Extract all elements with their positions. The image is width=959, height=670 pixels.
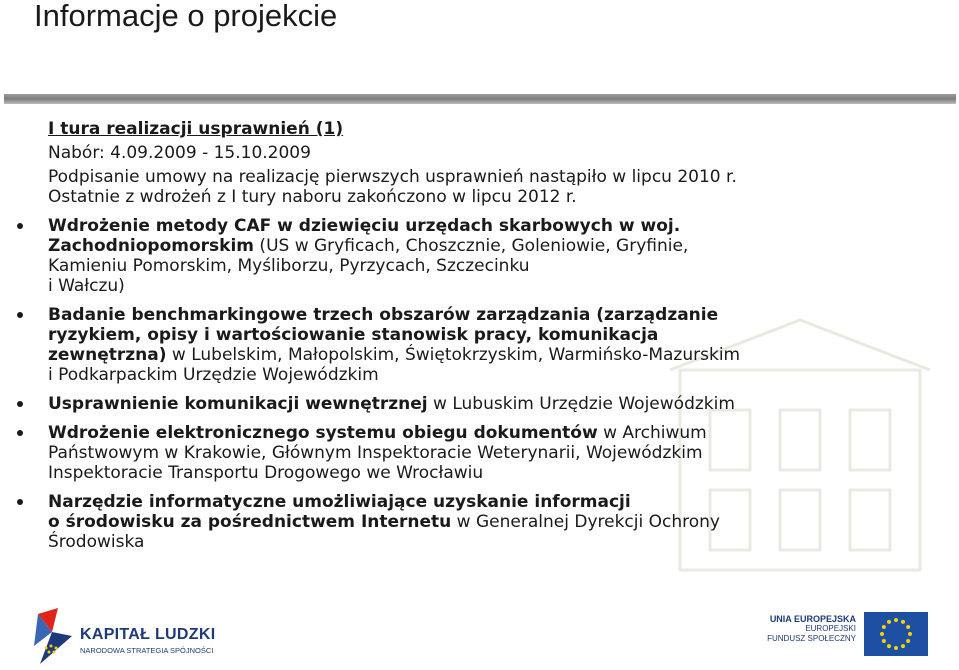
list-item-text (48, 423, 938, 483)
list-item-line (48, 345, 938, 365)
list-item-detail-line: Środowiska (48, 532, 145, 552)
completion-text: Ostatnie z wdrożeń z I tury naboru zakończono w lipcu 2012 r. (48, 187, 577, 207)
eu-efs-logo (752, 608, 952, 663)
eu-logo-line2: EUROPEJSKI (805, 624, 856, 633)
list-item-detail-text: w Generalnej Dyrekcji Ochrony (451, 512, 720, 532)
eu-star-icon (880, 632, 884, 636)
eu-flag-icon (864, 612, 928, 656)
bullet-dot-icon (17, 499, 23, 505)
list-item-detail-line: Inspektoracie Transportu Drogowego we Wrocławiu (48, 463, 484, 483)
list-item-line (48, 512, 938, 532)
eu-star-icon (882, 639, 886, 643)
list-item-detail-line: Państwowym w Krakowie, Głównym Inspektoracie Weterynarii, Wojewódzkim (48, 443, 703, 463)
list-item (48, 216, 938, 296)
list-item-line (48, 325, 938, 345)
list-item-detail-text: w Archiwum (597, 423, 707, 443)
page-title: Informacje o projekcie (34, 0, 338, 33)
kapital-ludzki-subtitle: NARODOWA STRATEGIA SPÓJNOŚCI (80, 646, 214, 655)
list-item-detail-text: w Lubelskim, Małopolskim, Świętokrzyskim, Warmińsko-Mazurskim (166, 345, 741, 365)
list-item-line (48, 216, 938, 236)
list-item-line (48, 236, 938, 256)
list-item-line (48, 394, 938, 414)
list-item (48, 305, 938, 385)
list-item-text (48, 305, 938, 385)
list-item-bold-text: o środowisku za pośrednictwem Internetu (48, 512, 452, 532)
list-item-line (48, 492, 938, 512)
list-item-text (48, 492, 938, 552)
list-item (48, 423, 938, 483)
list-item-text (48, 216, 938, 296)
kapital-ludzki-icon (32, 606, 76, 666)
eu-star-icon (906, 639, 910, 643)
eu-logo-line1: UNIA EUROPEJSKA (769, 614, 856, 624)
list-item-line (48, 305, 938, 325)
contract-signing-text: Podpisanie umowy na realizację pierwszych usprawnień nastąpiło w lipcu 2010 r. (48, 167, 737, 187)
list-item-bold-text: Wdrożenie elektronicznego systemu obiegu dokumentów (48, 423, 598, 443)
improvements-list (48, 216, 938, 552)
eu-star-icon (887, 620, 891, 624)
list-item (48, 492, 938, 552)
eu-star-icon (901, 620, 905, 624)
list-item-bold-text: Usprawnienie komunikacji wewnętrznej (48, 394, 428, 414)
recruitment-dates: Nabór: 4.09.2009 - 15.10.2009 (48, 143, 311, 163)
kapital-ludzki-logo (32, 606, 222, 668)
list-item-bold-text: Badanie benchmarkingowe trzech obszarów zarządzania (zarządzanie (48, 305, 719, 325)
list-item-bold-text: zewnętrzna) (48, 345, 167, 365)
list-item-text (48, 394, 938, 414)
eu-logo-line3: FUNDUSZ SPOŁECZNY (767, 634, 856, 643)
eu-star-icon (882, 625, 886, 629)
list-item-detail-text: (US w Gryficach, Choszcznie, Goleniowie, Gryfinie, (254, 236, 689, 256)
list-item-detail-line: Kamieniu Pomorskim, Myśliborzu, Pyrzycach, Szczecinku (48, 256, 530, 276)
eu-star-icon (908, 632, 912, 636)
bullet-dot-icon (17, 223, 23, 229)
bullet-dot-icon (17, 430, 23, 436)
eu-star-icon (887, 644, 891, 648)
list-item-bold-text: Zachodniopomorskim (48, 236, 255, 256)
list-item-bold-text: Narzędzie informatyczne umożliwiające uzyskanie informacji (48, 492, 631, 512)
list-item-detail-line: i Wałczu) (48, 276, 125, 296)
list-item-detail-line: i Podkarpackim Urzędzie Wojewódzkim (48, 365, 379, 385)
list-item-detail-text: w Lubuskim Urzędzie Wojewódzkim (427, 394, 735, 414)
round-heading: I tura realizacji usprawnień (1) (48, 119, 344, 139)
list-item (48, 394, 938, 414)
eu-star-icon (906, 625, 910, 629)
list-item-line (48, 423, 938, 443)
eu-star-icon (894, 618, 898, 622)
bullet-dot-icon (17, 401, 23, 407)
eu-star-icon (901, 644, 905, 648)
bullet-dot-icon (17, 312, 23, 318)
kapital-ludzki-name: KAPITAŁ LUDZKI (80, 626, 216, 643)
eu-logo-text (756, 614, 856, 644)
list-item-bold-text: Wdrożenie metody CAF w dziewięciu urzędach skarbowych w woj. (48, 216, 681, 236)
content-area (48, 119, 938, 552)
list-item-bold-text: ryzykiem, opisy i wartościowanie stanowisk pracy, komunikacja (48, 325, 659, 345)
title-divider (4, 94, 956, 104)
eu-star-icon (894, 646, 898, 650)
